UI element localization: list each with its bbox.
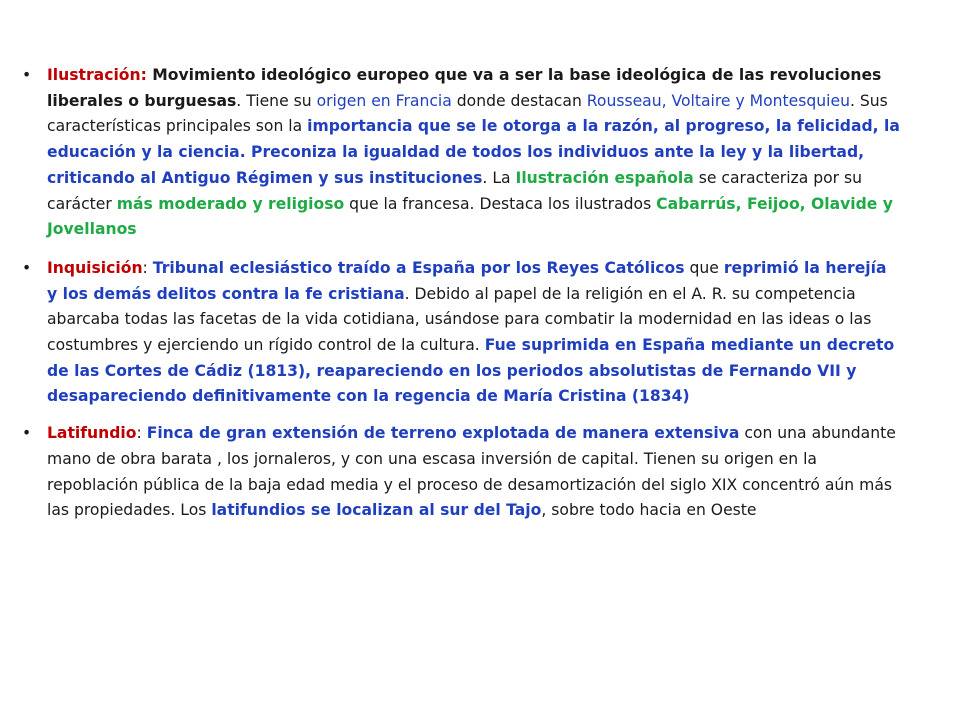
segment: latifundios se localizan al sur del Tajo xyxy=(211,501,542,520)
segment: Fue suprimida en España mediante un decreto de las Cortes de Cádiz (1813), reapareciendo en los periodos absolutistas de Fernando VII y desapareciendo definitivamente con la regencia de María Cristina (1834) xyxy=(47,336,895,406)
segment: origen en Francia xyxy=(316,91,452,110)
segment: con una abundante mano de obra barata , los jornaleros, y con una escasa inversión de capital. Tienen su origen en la repoblación pública de la baja edad media y el proceso de desamortización del siglo XIX concentró aún más las propiedades. Los xyxy=(47,424,896,520)
segment: Finca de gran extensión de terreno explotada de manera extensiva xyxy=(146,424,740,443)
segment: Ilustración española xyxy=(515,168,694,187)
list-item-latifundio xyxy=(22,421,902,524)
segment: . Tiene su xyxy=(236,91,317,110)
segment: , sobre todo hacia en Oeste xyxy=(541,501,757,520)
segment: donde destacan xyxy=(451,91,587,110)
list-item-ilustracion xyxy=(22,63,902,243)
segment: : xyxy=(136,424,147,443)
segment: que la francesa. Destaca los ilustrados xyxy=(344,194,657,213)
segment: . La xyxy=(482,168,516,187)
segment: : xyxy=(142,258,153,277)
segment: Tribunal eclesiástico traído a España por los Reyes Católicos xyxy=(152,258,685,277)
segment: . Debido al papel de la religión en el A. R. su competencia abarcaba todas las facetas de la vida cotidiana, usándose para combatir la modernidad en las ideas o las costumbres y ejerciendo un rígido control de la cultura. xyxy=(47,284,872,355)
segment: Rousseau, Voltaire y Montesquieu xyxy=(586,91,850,110)
term-inquisicion: Inquisición xyxy=(47,258,143,277)
segment: reprimió la herejía y los demás delitos contra la fe cristiana xyxy=(47,258,887,303)
segment: Movimiento ideológico europeo que va a ser la base ideológica de las revoluciones liberales o burguesas xyxy=(47,66,882,110)
list-item-inquisicion xyxy=(22,256,902,410)
term-ilustracion: Ilustración: xyxy=(47,66,147,84)
segment: . Sus características principales son la xyxy=(47,91,888,136)
segment: más moderado y religioso xyxy=(116,194,345,213)
term-latifundio: Latifundio xyxy=(47,424,137,443)
definition-list xyxy=(22,63,902,537)
segment: Cabarrús, Feijoo, Olavide y Jovellanos xyxy=(47,194,893,239)
bullet-icon: • xyxy=(22,258,32,277)
segment: se caracteriza por su carácter xyxy=(47,168,863,213)
bullet-icon: • xyxy=(22,66,32,84)
segment: que xyxy=(684,258,724,277)
bullet-icon: • xyxy=(22,424,32,443)
segment: importancia que se le otorga a la razón, al progreso, la felicidad, la educación y la ciencia. Preconiza la igualdad de todos los individuos ante la ley y la libertad, criticando al Antiguo Régimen y sus instituciones xyxy=(47,117,900,187)
